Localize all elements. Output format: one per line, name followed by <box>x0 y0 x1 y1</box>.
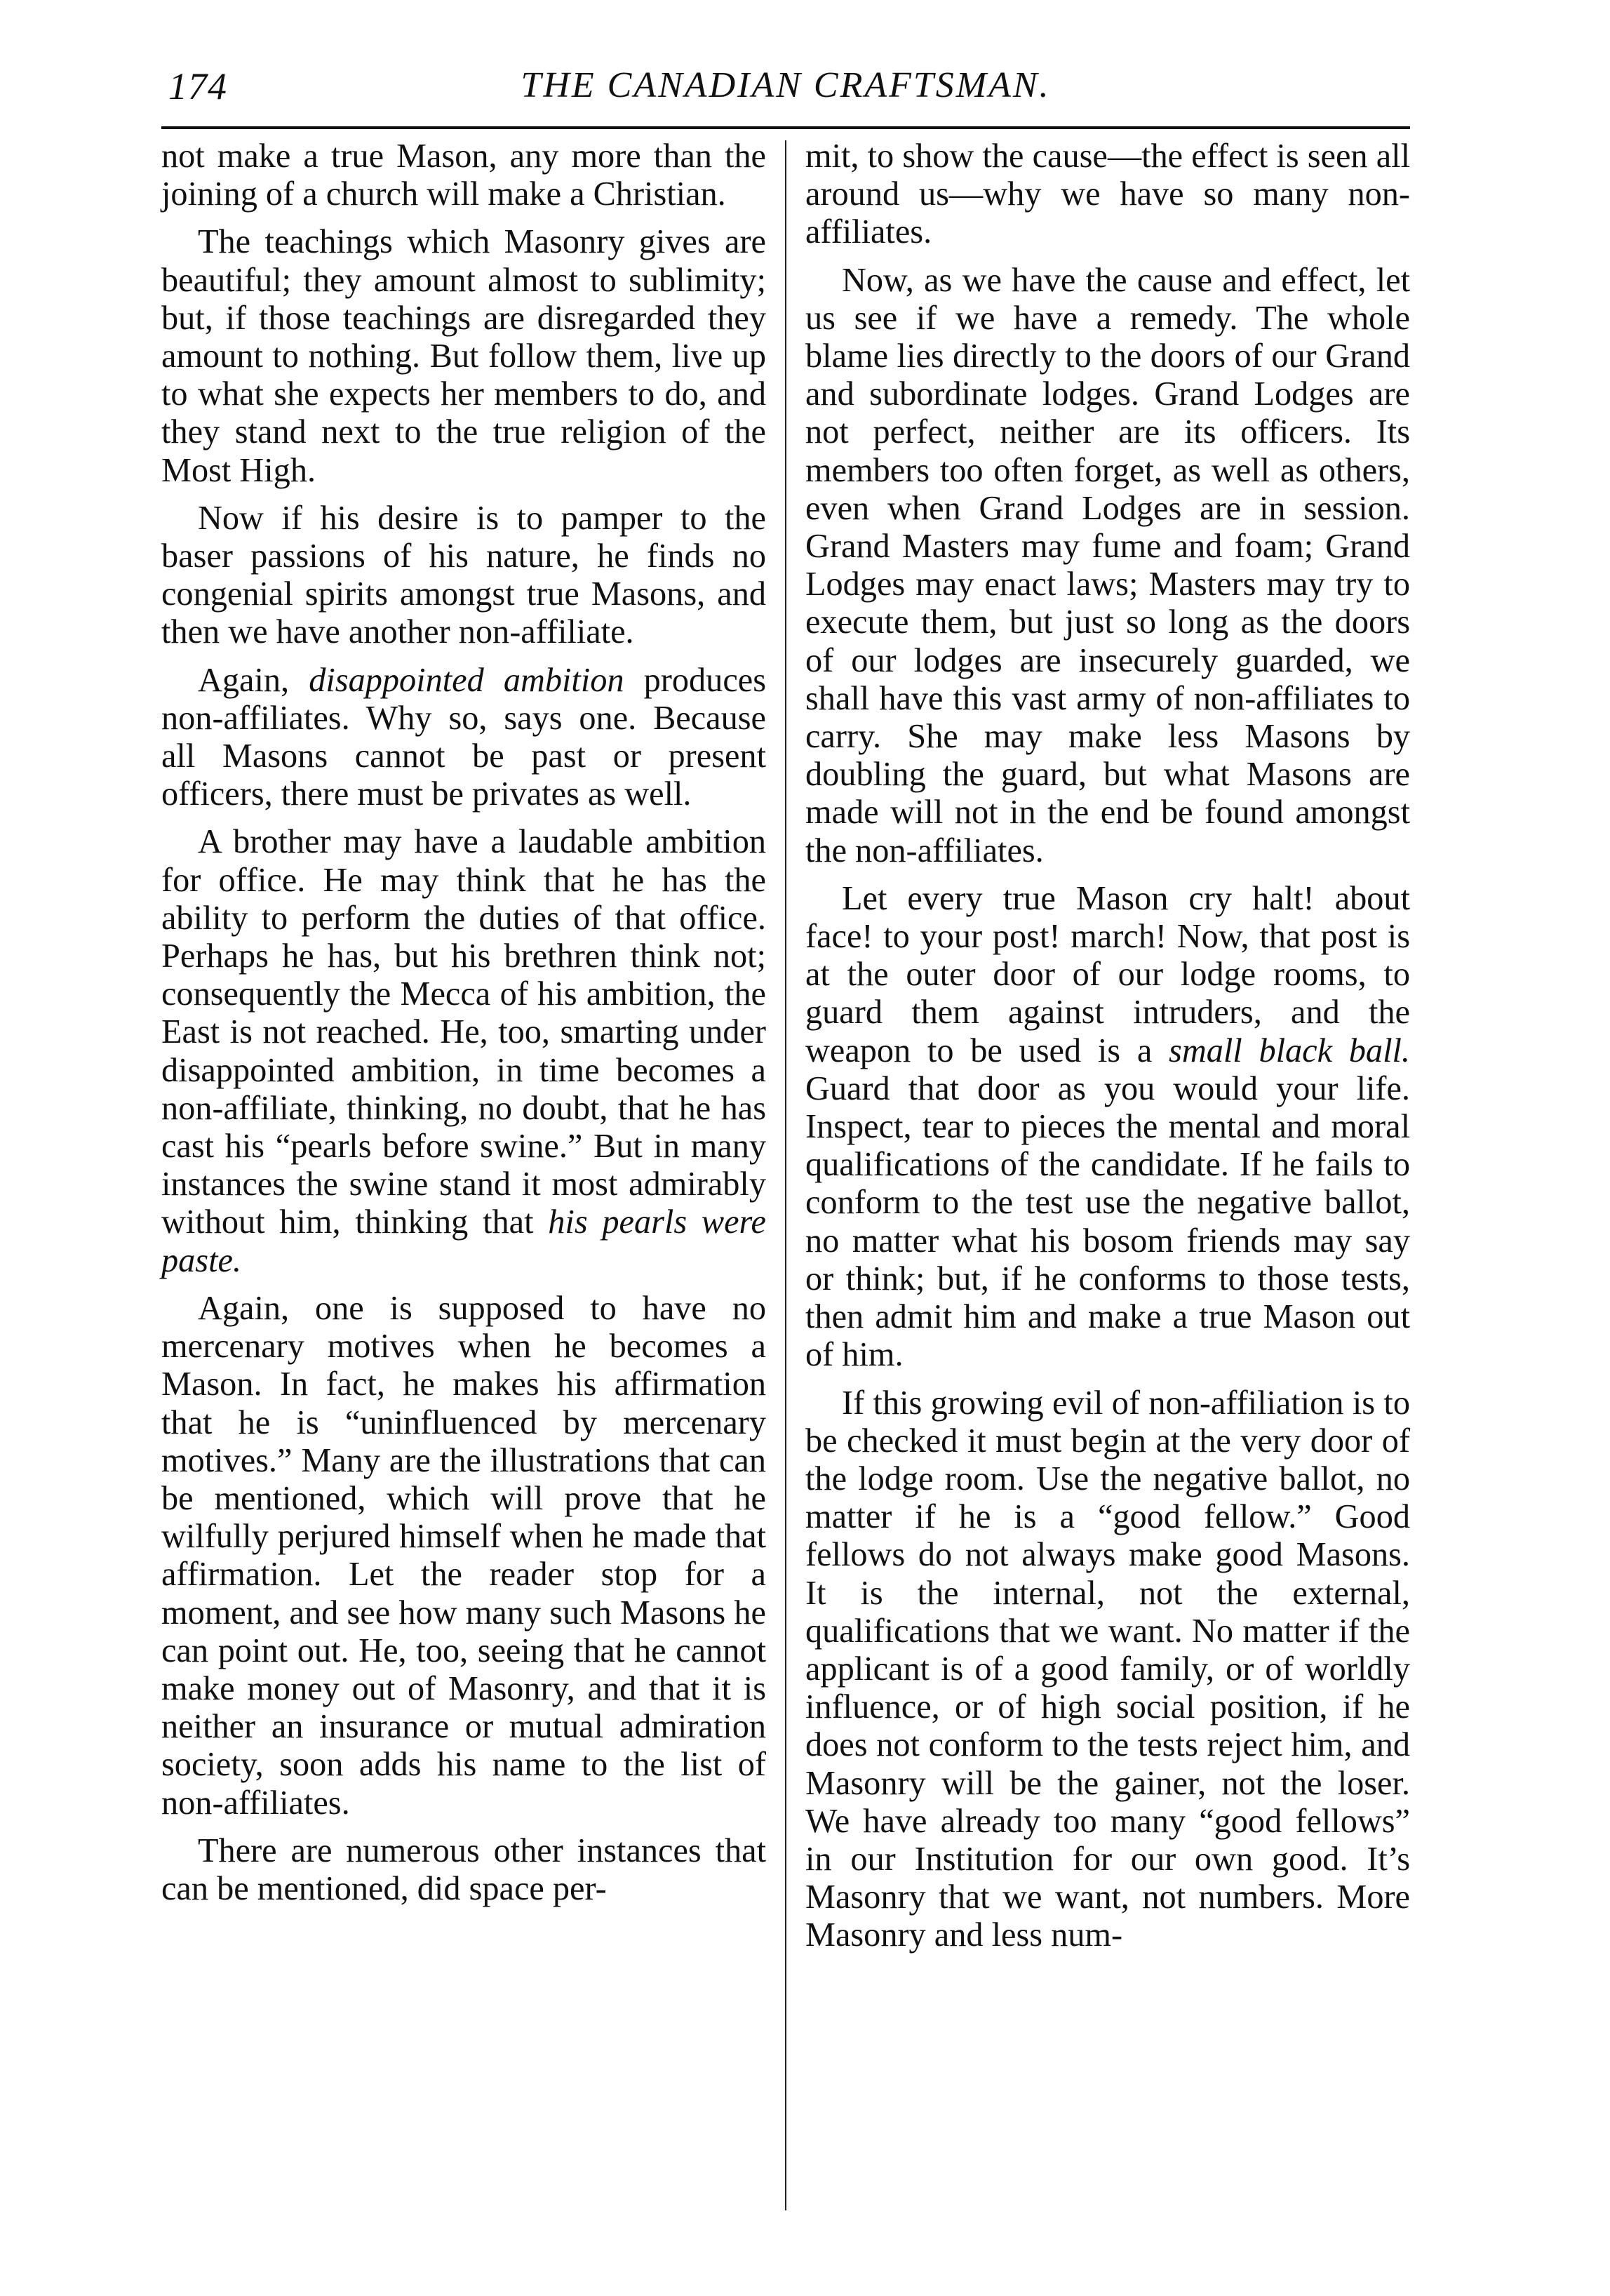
right-column <box>805 138 1410 1965</box>
paragraph <box>161 662 766 814</box>
text-columns <box>161 138 1410 2229</box>
paragraph: mit, to show the cause—the effect is seen all around us—why we have so many non-affiliates. <box>805 138 1410 251</box>
paragraph: If this growing evil of non-affiliation is to be checked it must begin at the very door of the lodge room. Use the negative ballot, no matter if he is a “good fellow.” Good fellows do not always make good Masons. It is the internal, not the external, qualifications that we want. No matter if the applicant is of a good family, or of worldly influence, or of high social position, if he does not conform to the tests reject him, and Masonry will be the gainer, not the loser. We have already too many “good fellows” in our Institution for our own good. It’s Masonry that we want, not numbers. More Masonry and less num- <box>805 1384 1410 1954</box>
header-rule <box>161 126 1410 129</box>
paragraph: There are numerous other instances that can be mentioned, did space per- <box>161 1831 766 1907</box>
italic-phrase: his pearls were paste. <box>161 1203 766 1279</box>
magazine-page <box>161 56 1410 2231</box>
column-divider <box>785 140 786 2210</box>
text-run: Let every true Mason cry halt! about face! to your post! march! Now, that post is at the outer door of our lodge rooms, to guard them against intruders, and the weapon to be used is a <box>805 879 1410 1069</box>
paragraph <box>805 880 1410 1375</box>
text-run: Guard that door as you would your life. Inspect, tear to pieces the mental and moral qualifications of the candidate. If he fails to conform to the test use the negative ballot, no matter what his bosom friends may say or think; but, if he conforms to those tests, then admit him and make a true Mason out of him. <box>805 1069 1410 1374</box>
paragraph: Again, one is supposed to have no mercenary motives when he becomes a Mason. In fact, he makes his affirmation that he is “uninfluenced by mercenary motives.” Many are the illustrations that can be mentioned, which will prove that he wilfully perjured himself when he made that affirmation. Let the reader stop for a moment, and see how many such Masons he can point out. He, too, seeing that he cannot make money out of Masonry, and that it is neither an insurance or mutual admiration society, soon adds his name to the list of non-affiliates. <box>161 1289 766 1822</box>
text-run: Again, <box>198 661 309 699</box>
text-run: produces non-affiliates. Why so, says one. Because all Masons cannot be past or present officers, there must be privates as well. <box>161 661 767 813</box>
running-title: THE CANADIAN CRAFTSMAN. <box>521 65 1051 105</box>
page-header <box>161 56 1410 119</box>
paragraph: Now, as we have the cause and effect, let us see if we have a remedy. The whole blame lies directly to the doors of our Grand and subordinate lodges. Grand Lodges are not perfect, neither are its officers. Its members too often forget, as well as others, even when Grand Lodges are in session. Grand Masters may fume and foam; Grand Lodges may enact laws; Masters may try to execute them, but just so long as the doors of our lodges are insecurely guarded, we shall have this vast army of non-affiliates to carry. She may make less Masons by doubling the guard, but what Masons are made will not in the end be found amongst the non-affiliates. <box>805 261 1410 869</box>
paragraph <box>161 823 766 1279</box>
paragraph: The teachings which Masonry gives are beautiful; they amount almost to sublimity; but, if those teachings are disregarded they amount to nothing. But follow them, live up to what she expects her members to do, and they stand next to the true religion of the Most High. <box>161 223 766 489</box>
paragraph: Now if his desire is to pamper to the baser passions of his nature, he finds no congenial spirits amongst true Masons, and then we have another non-affiliate. <box>161 499 766 651</box>
text-run: A brother may have a laudable ambition for office. He may think that he has the ability to perform the duties of that office. Perhaps he has, but his brethren think not; consequently the Mecca of his ambition, the East is not reached. He, too, smarting under disappointed ambition, in time becomes a non-affiliate, thinking, no doubt, that he has cast his “pearls before swine.” But in many instances the swine stand it most admirably without him, thinking that <box>161 823 766 1241</box>
left-column <box>161 138 766 1918</box>
italic-phrase: disappointed ambition <box>309 661 624 699</box>
italic-phrase: small black ball. <box>1169 1032 1410 1069</box>
paragraph: not make a true Mason, any more than the joining of a church will make a Christian. <box>161 138 766 213</box>
page-number: 174 <box>168 65 227 107</box>
